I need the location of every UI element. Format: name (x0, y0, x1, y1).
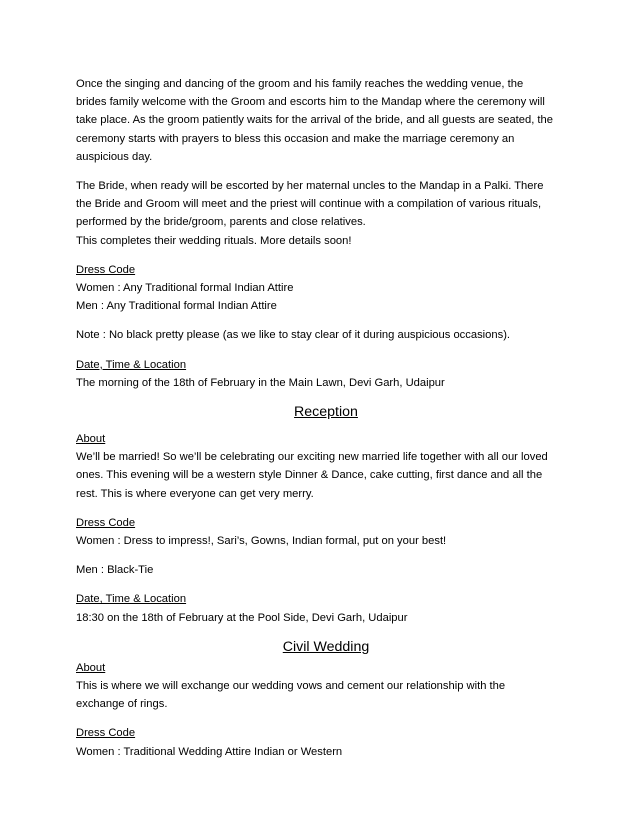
about-label: About (76, 433, 106, 446)
document-page (76, 75, 576, 761)
ceremony-date-time-location (76, 356, 576, 392)
ceremony-bride-paragraph (76, 177, 576, 250)
spacer (76, 713, 576, 724)
spacer (76, 422, 576, 430)
text-line: auspicious day. (76, 150, 153, 163)
ceremony-intro-paragraph (76, 75, 576, 166)
spacer (76, 166, 576, 177)
spacer (76, 250, 576, 261)
date-time-location-label: Date, Time & Location (76, 593, 187, 606)
spacer (76, 503, 576, 514)
text-line: The Bride, when ready will be escorted by her maternal uncles to the Mandap in a Palki. There (76, 180, 544, 193)
dress-code-men: Men : Black-Tie (76, 564, 154, 577)
dress-code-label: Dress Code (76, 263, 136, 276)
spacer (76, 550, 576, 561)
dress-code-men: Men : Any Traditional formal Indian Attire (76, 300, 277, 313)
civil-wedding-about (76, 659, 576, 714)
date-time-location-value: The morning of the 18th of February in the Main Lawn, Devi Garh, Udaipur (76, 376, 445, 389)
dress-code-women: Women : Dress to impress!, Sari’s, Gowns, Indian formal, put on your best! (76, 535, 447, 548)
civil-wedding-heading: Civil Wedding (282, 638, 370, 655)
text-line: Once the singing and dancing of the groom and his family reaches the wedding venue, the (76, 78, 524, 90)
dress-code-label: Dress Code (76, 516, 136, 529)
text-line: We’ll be married! So we’ll be celebrating our exciting new married life together with all our loved (76, 451, 548, 464)
about-label: About (76, 661, 106, 674)
spacer (76, 579, 576, 590)
spacer (76, 392, 576, 402)
reception-heading: Reception (294, 404, 358, 421)
reception-date-time-location (76, 590, 576, 626)
spacer (76, 315, 576, 326)
text-line: ones. This evening will be a western style Dinner & Dance, cake cutting, first dance and all the (76, 469, 543, 482)
civil-wedding-dress-code (76, 724, 576, 760)
dress-code-women: Women : Any Traditional formal Indian Attire (76, 282, 294, 295)
text-line: ceremony starts with prayers to bless this occasion and make the marriage ceremony an (76, 132, 515, 145)
note-text: Note : No black pretty please (as we like to stay clear of it during auspicious occasions). (76, 329, 511, 342)
text-line: take place. As the groom patiently waits for the arrival of the bride, and all guests are seated, the (76, 114, 553, 127)
dress-code-women: Women : Traditional Wedding Attire Indian or Western (76, 745, 343, 758)
reception-dress-code (76, 514, 576, 550)
text-line: This completes their wedding rituals. More details soon! (76, 234, 352, 247)
reception-dress-men (76, 561, 576, 579)
date-time-location-label: Date, Time & Location (76, 358, 187, 371)
text-line: exchange of rings. (76, 698, 168, 711)
text-line: rest. This is where everyone can get very merry. (76, 487, 314, 500)
text-line: This is where we will exchange our wedding vows and cement our relationship with the (76, 680, 506, 693)
text-line: brides family welcome with the Groom and escorts him to the Mandap where the ceremony will (76, 96, 545, 109)
text-line: the Bride and Groom will meet and the priest will continue with a compilation of various rituals, (76, 198, 542, 211)
dress-code-label: Dress Code (76, 727, 136, 740)
spacer (76, 627, 576, 637)
ceremony-dress-code (76, 261, 576, 316)
text-line: performed by the bride/groom, parents and close relatives. (76, 216, 366, 229)
reception-about (76, 430, 576, 503)
spacer (76, 345, 576, 356)
date-time-location-value: 18:30 on the 18th of February at the Pool Side, Devi Garh, Udaipur (76, 611, 408, 624)
ceremony-note (76, 326, 576, 344)
